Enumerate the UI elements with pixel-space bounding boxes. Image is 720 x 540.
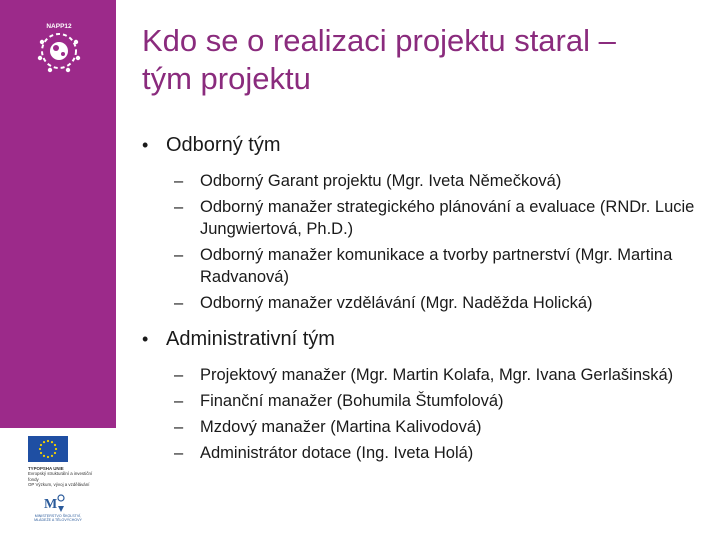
slide-content xyxy=(140,132,710,464)
list-item-text: Projektový manažer (Mgr. Martin Kolafa, Mgr. Ivana Gerlašinská) xyxy=(200,366,674,384)
dash-icon: – xyxy=(174,418,184,436)
op-line: Evropský strukturální a investiční fondy xyxy=(28,471,93,482)
list-item xyxy=(140,364,710,386)
op-line: OP Výzkum, vývoj a vzdělávání xyxy=(28,482,90,488)
section-heading-label: Administrativní tým xyxy=(166,328,335,350)
napp-logo-icon xyxy=(28,18,90,80)
list-item xyxy=(140,416,710,438)
msmt-line: MINISTERSTVO ŠKOLSTVÍ, xyxy=(34,514,82,518)
list-item-text: Odborný manažer komunikace a tvorby partnerství (Mgr. Martina Radvanová) xyxy=(200,246,673,286)
bullet-icon: • xyxy=(142,329,149,349)
list-item xyxy=(140,170,710,192)
list-item xyxy=(140,442,710,464)
section-heading-label: Odborný tým xyxy=(166,134,281,156)
list-item-text: Finanční manažer (Bohumila Štumfolová) xyxy=(200,392,504,410)
napp-logo-text: NAPP12 xyxy=(46,23,72,30)
list-item-text: Odborný manažer vzdělávání (Mgr. Naděžda Holická) xyxy=(200,294,593,312)
section-heading xyxy=(140,132,710,158)
sidebar xyxy=(0,0,116,540)
list-item xyxy=(140,244,710,288)
slide-title-line: Kdo se o realizaci projektu staral – xyxy=(142,23,616,58)
bullet-icon: • xyxy=(142,135,149,155)
eu-flag-icon xyxy=(28,436,68,462)
dash-icon: – xyxy=(174,444,184,462)
slide-title xyxy=(142,22,702,98)
msmt-logo-icon xyxy=(42,492,68,514)
list-item-text: Mzdový manažer (Martina Kalivodová) xyxy=(200,418,482,436)
dash-icon: – xyxy=(174,392,184,410)
op-logo-text xyxy=(28,466,98,488)
section-heading xyxy=(140,326,710,352)
dash-icon: – xyxy=(174,172,184,190)
dash-icon: – xyxy=(174,294,184,312)
napp-logo xyxy=(28,18,90,80)
list-item-text: Administrátor dotace (Ing. Iveta Holá) xyxy=(200,444,474,462)
svg-text:M: M xyxy=(44,497,58,512)
eu-flag xyxy=(28,436,68,462)
msmt-line: MLÁDEŽE A TĚLOVÝCHOVY xyxy=(34,518,82,523)
list-item xyxy=(140,292,710,314)
list-item-text: Odborný manažer strategického plánování a evaluace (RNDr. Lucie Jungwiertová, Ph.D.) xyxy=(200,198,695,238)
msmt-logo xyxy=(28,492,88,528)
op-line: TYPOPSHA UNIE xyxy=(28,466,64,471)
msmt-text xyxy=(28,514,88,522)
dash-icon: – xyxy=(174,198,184,216)
list-item-text: Odborný Garant projektu (Mgr. Iveta Němečková) xyxy=(200,172,562,190)
slide-title-line: tým projektu xyxy=(142,61,311,96)
list-item xyxy=(140,390,710,412)
dash-icon: – xyxy=(174,246,184,264)
list-item xyxy=(140,196,710,240)
dash-icon: – xyxy=(174,366,184,384)
